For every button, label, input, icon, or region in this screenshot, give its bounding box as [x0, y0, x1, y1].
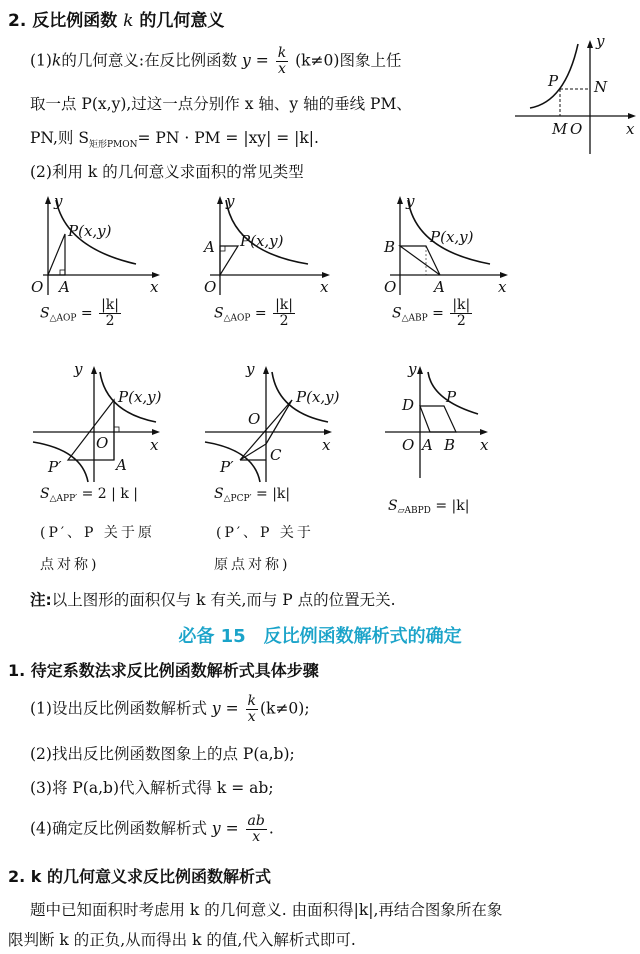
fig6-x-label: x — [480, 436, 489, 454]
paragraph-1-line-1 — [30, 46, 401, 77]
fig2-a-label: A — [204, 238, 215, 256]
fig0-m-label: M — [552, 120, 568, 138]
fig0-x-label: x — [626, 120, 635, 138]
fig5-note-line-2: 原点对称) — [214, 557, 291, 573]
paragraph-1-line-2: 取一点 P(x,y),过这一点分别作 x 轴、y 轴的垂线 PM、 — [30, 95, 412, 113]
fig1-o-label: O — [31, 278, 44, 296]
geometry-heading: 2. k 的几何意义求反比例函数解析式 — [8, 867, 271, 886]
fig3-a-label: A — [434, 278, 445, 296]
fig1-caption: $S_{\triangle AOP}$ = $\frac{|k|}{2}$ — [40, 297, 120, 329]
section-title: 必备 15 反比例函数解析式的确定 — [178, 626, 462, 647]
fig3-x-label: x — [498, 278, 507, 296]
section-heading-k-geometry — [8, 6, 224, 31]
fig1-x-label: x — [150, 278, 159, 296]
fig4-a-label: A — [116, 456, 127, 474]
fig6-o-label: O — [402, 436, 415, 454]
p1-condition: (k≠0)图象上任 — [295, 51, 402, 70]
note-line — [30, 588, 396, 610]
step-3: (3)将 P(a,b)代入解析式得 k = ab; — [30, 779, 274, 797]
fig3-caption: $S_{\triangle ABP}$ = $\frac{|k|}{2}$ — [392, 297, 471, 329]
fig4-y-label: y — [74, 360, 83, 378]
figure-aop-2 — [200, 190, 340, 300]
step-2: (2)找出反比例函数图象上的点 P(a,b); — [30, 745, 295, 763]
fig6-p-label: P — [446, 388, 457, 406]
figure-abp — [378, 190, 518, 300]
fig5-p-label: P(x,y) — [296, 388, 340, 406]
fig0-p-label: P — [548, 72, 559, 90]
fig1-a-label: A — [59, 278, 70, 296]
step-4: (4)确定反比例函数解析式 y = $\frac{ab}{x}$ . — [30, 813, 274, 845]
fig2-o-label: O — [204, 278, 217, 296]
paragraph-2-heading: (2)利用 k 的几何意义求面积的常见类型 — [30, 163, 304, 181]
figure-parallelogram-abpd — [380, 360, 510, 488]
figure-rectangle-pmon — [510, 34, 640, 164]
fig6-d-label: D — [402, 396, 415, 414]
fig5-c-label: C — [270, 446, 282, 464]
fig1-p-label: P(x,y) — [68, 222, 112, 240]
para-line-1: 题中已知面积时考虑用 k 的几何意义. 由面积得|k|,再结合图象所在象 — [30, 901, 503, 919]
fig0-o-label: O — [570, 120, 583, 138]
fig6-y-label: y — [408, 360, 417, 378]
fig6-a-label: A — [422, 436, 433, 454]
fig2-caption: $S_{\triangle AOP}$ = $\frac{|k|}{2}$ — [214, 297, 294, 329]
p3-text2: = PN · PM = |xy| = |k|. — [137, 129, 319, 147]
figure-app-prime-1 — [28, 360, 178, 488]
fig3-b-label: B — [384, 238, 396, 256]
p3-sub: 矩形PMON — [88, 140, 138, 150]
fig3-p-label: P(x,y) — [430, 228, 474, 246]
fig6-caption: $S_{▱ABPD} = |k|$ — [388, 498, 470, 516]
fig4-note-line-1: (P′、P 关于原 — [40, 525, 155, 541]
fig4-note-line-2: 点对称) — [40, 557, 100, 573]
p1-eq: = — [255, 51, 269, 70]
fig5-o-label: O — [248, 410, 261, 428]
fig5-y-label: y — [246, 360, 255, 378]
figure-aop-1 — [28, 190, 168, 300]
fig1-y-label: y — [54, 192, 63, 210]
note-text: 以上图形的面积仅与 k 有关,而与 P 点的位置无关. — [51, 591, 396, 609]
note-label: 注: — [30, 591, 52, 609]
fig5-caption: $S_{\triangle PCP'} = |k|$ — [214, 486, 291, 504]
fig4-o-label: O — [96, 434, 109, 452]
fig3-y-label: y — [406, 192, 415, 210]
p3-text1: PN,则 S — [30, 129, 89, 147]
step-1: (1)设出反比例函数解析式 y = $\frac{k}{x}$ (k≠0); — [30, 693, 310, 725]
heading-text: 反比例函数 — [32, 11, 118, 31]
heading-number: 2. — [8, 11, 27, 31]
fig0-y-label: y — [596, 34, 605, 50]
fig2-y-label: y — [226, 192, 235, 210]
fig0-n-label: N — [594, 78, 608, 96]
p1-k: k — [51, 51, 62, 70]
fig5-x-label: x — [322, 436, 331, 454]
p1-y: y — [242, 51, 251, 70]
fig4-caption: $S_{\triangle APP'} = 2$ | k | — [40, 486, 138, 504]
heading-tail: 的几何意义 — [139, 11, 225, 31]
p1-label: (1) — [30, 51, 52, 70]
fig2-x-label: x — [320, 278, 329, 296]
fig4-pp-label: P′ — [48, 458, 62, 476]
p1-fraction: $\frac{k}{x}$ — [277, 45, 287, 77]
steps-heading: 1. 待定系数法求反比例函数解析式具体步骤 — [8, 661, 319, 680]
fig4-x-label: x — [150, 436, 159, 454]
fig2-p-label: P(x,y) — [240, 232, 284, 250]
figure-pcp-prime — [200, 360, 350, 488]
fig5-pp-label: P′ — [220, 458, 234, 476]
paragraph-1-line-3 — [30, 126, 319, 150]
fig6-b-label: B — [444, 436, 456, 454]
fig4-p-label: P(x,y) — [118, 388, 162, 406]
p1-text: 的几何意义:在反比例函数 — [61, 51, 238, 70]
para-line-2: 限判断 k 的正负,从而得出 k 的值,代入解析式即可. — [8, 931, 356, 949]
fig5-note-line-1: (P′、P 关于 — [216, 525, 314, 541]
heading-k: k — [123, 11, 134, 31]
fig3-o-label: O — [384, 278, 397, 296]
